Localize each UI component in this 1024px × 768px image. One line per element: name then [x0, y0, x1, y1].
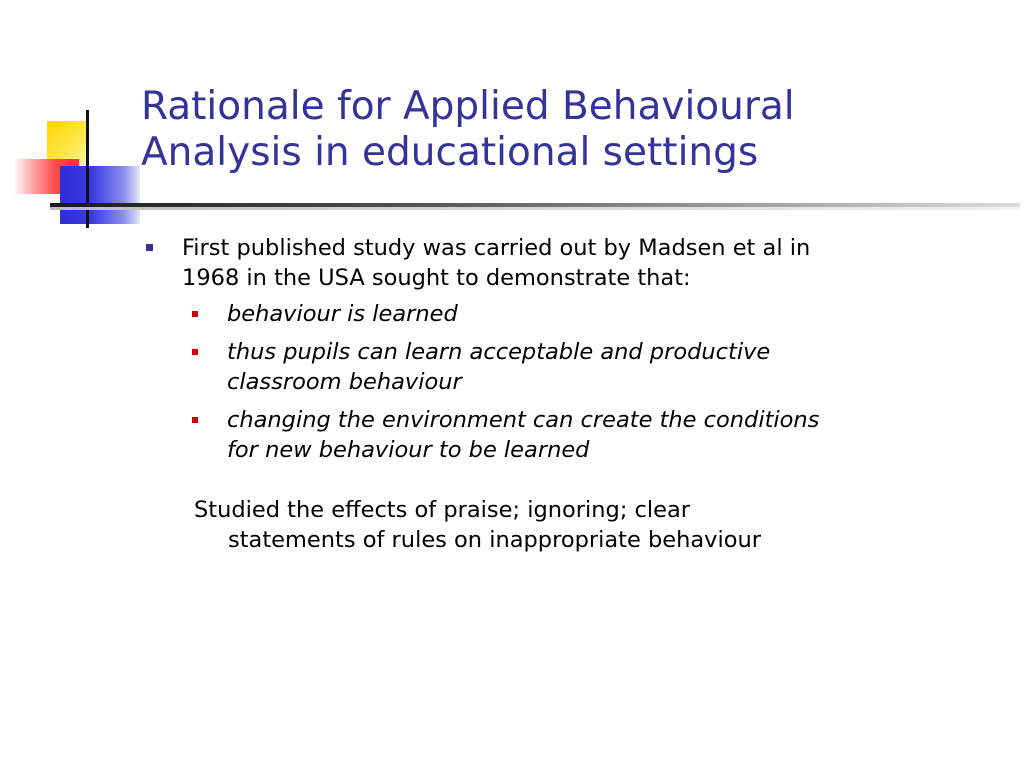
- sub-bullet-line: changing the environment can create the conditions: [227, 407, 820, 433]
- red-square-bullet-icon: [192, 349, 198, 355]
- sub-bullet-item: [192, 405, 1006, 465]
- sub-bullet-line: thus pupils can learn acceptable and productive: [227, 339, 771, 365]
- red-square-bullet-icon: [192, 417, 198, 423]
- body-paragraph-line: Studied the effects of praise; ignoring; clear: [194, 497, 691, 523]
- square-bullet-icon: [146, 244, 153, 251]
- main-bullet: [146, 233, 1006, 293]
- slide-body: [146, 233, 1006, 555]
- main-bullet-line: First published study was carried out by Madsen et al in: [182, 235, 811, 261]
- red-square-bullet-icon: [192, 311, 198, 317]
- body-paragraph: [146, 495, 1006, 555]
- slide-title-line: Rationale for Applied Behavioural: [141, 84, 795, 129]
- title-underline-shadow: [50, 207, 1020, 210]
- decorative-blue-square: [60, 166, 140, 224]
- sub-bullet-item: [192, 337, 1006, 397]
- sub-bullet-line: for new behaviour to be learned: [227, 437, 590, 463]
- slide-title: [141, 84, 1001, 176]
- sub-bullet-item: [192, 299, 1006, 329]
- sub-bullet-line: behaviour is learned: [227, 301, 458, 327]
- body-paragraph-line: statements of rules on inappropriate behaviour: [228, 527, 762, 553]
- decorative-vertical-line: [86, 110, 89, 228]
- slide-title-line: Analysis in educational settings: [141, 130, 759, 175]
- sub-bullet-list: [146, 299, 1006, 465]
- sub-bullet-line: classroom behaviour: [227, 369, 462, 395]
- main-bullet-line: 1968 in the USA sought to demonstrate that:: [182, 265, 691, 291]
